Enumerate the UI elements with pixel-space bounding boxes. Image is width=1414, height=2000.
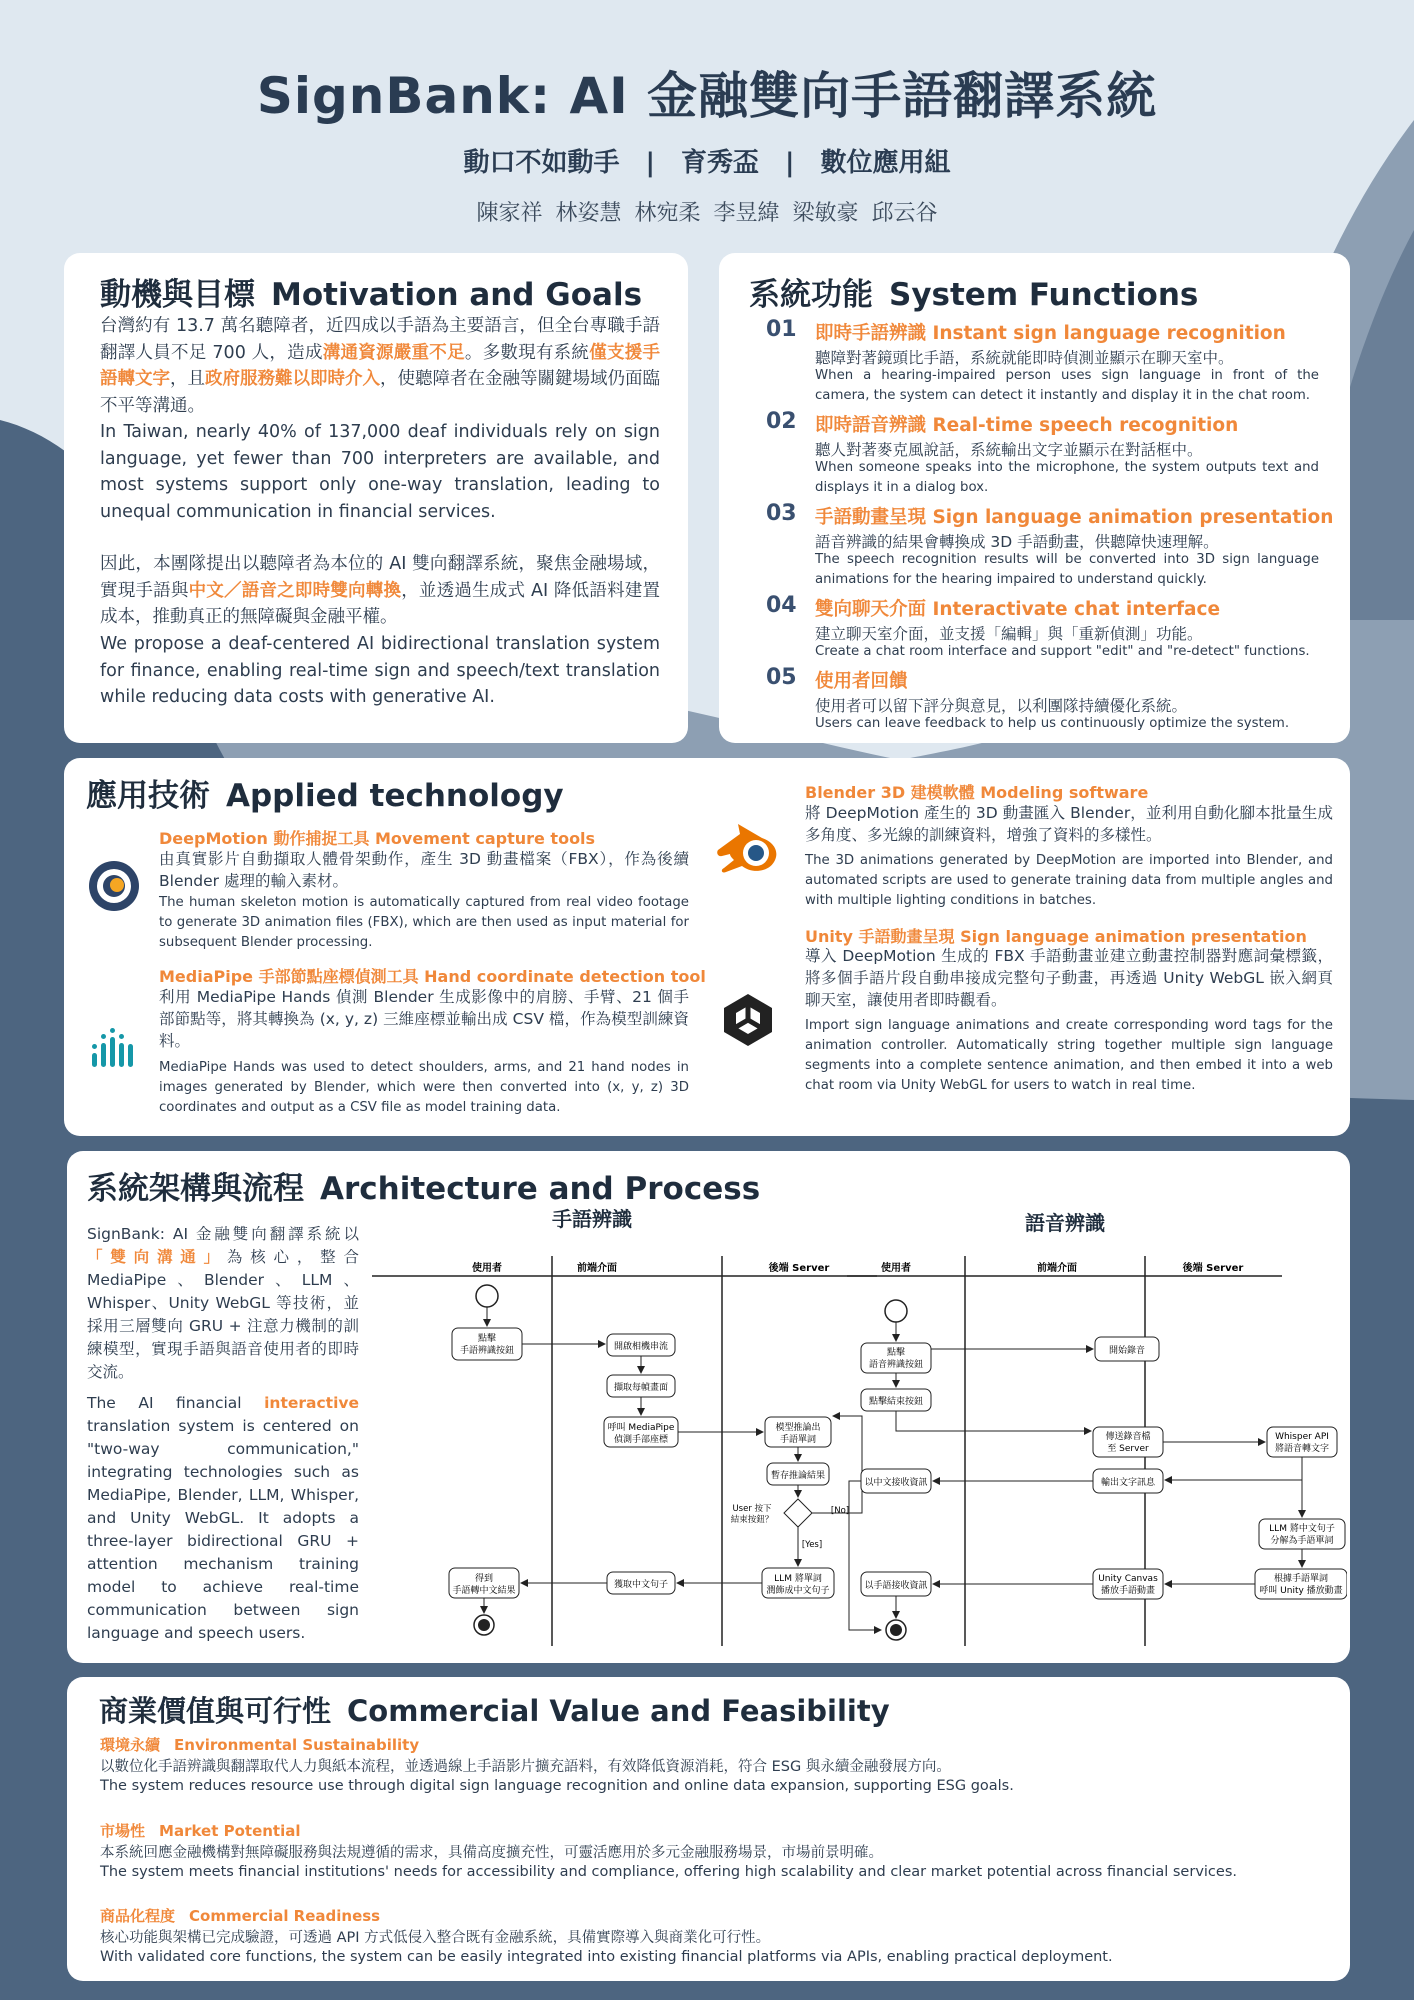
highlight: 中文／語音之即時雙向轉換 (188, 580, 402, 601)
highlight: 政府服務難以即時介入 (205, 369, 380, 389)
text: 。多數現有系統 (464, 342, 590, 363)
competition-name: 育秀盃 (680, 148, 759, 178)
tech-desc-zh: 將 DeepMotion 產生的 3D 動畫匯入 Blender，並利用自動化腳本批量生成多角度、多光線的訓練資料，增強了資料的多樣性。 (805, 804, 1333, 844)
unity-logo-icon (718, 990, 778, 1050)
node-label: 以中文接收資訊 (864, 1478, 928, 1488)
node-label: 點擊 (477, 1334, 497, 1344)
motivation-heading (100, 269, 642, 314)
node-label: 根據手語單詞 (1273, 1574, 1329, 1584)
heading-zh: 商業價值與可行性 (99, 1694, 332, 1728)
tech-desc-zh: 利用 MediaPipe Hands 偵測 Blender 生成影像中的肩膀、手臂、21 個手部節點等，將其轉換為 (x, y, z) 三維座標並輸出成 CSV 檔，作為模型訓練資料。 (159, 988, 689, 1050)
node-label: LLM 將單詞 (774, 1574, 822, 1584)
tech-desc-en: MediaPipe Hands was used to detect shoulders, arms, and 21 hand nodes in images generated by Blender, which were then converted into (x, y, z) 3D coordinates and output as a CSV file as model training data. (159, 1060, 689, 1115)
lane-user: 使用者 (881, 1263, 911, 1274)
node-label: 點擊 (886, 1348, 906, 1358)
separator: | (785, 148, 795, 178)
lane-user: 使用者 (472, 1263, 502, 1274)
lane-backend: 後端 Server (768, 1263, 830, 1274)
highlight: interactive (264, 1394, 359, 1412)
function-desc-en: Create a chat room interface and support "edit" and "re-detect" functions. (815, 644, 1310, 659)
flow-node (861, 1572, 931, 1596)
flow-node (607, 1334, 675, 1356)
functions-heading (749, 269, 1198, 314)
architecture-text-zh (87, 1223, 359, 1384)
architecture-text-en (87, 1392, 359, 1645)
node-label: 播放手語動畫 (1100, 1586, 1156, 1596)
mediapipe-logo-icon (90, 1026, 134, 1070)
tech-title: Unity 手語動畫呈現 Sign language animation presentation (805, 927, 1307, 946)
function-number: 01 (766, 317, 797, 342)
flow-node (449, 1568, 519, 1598)
node-label: 得到 (474, 1574, 494, 1584)
flow-node (607, 1572, 675, 1594)
value-desc-zh: 核心功能與架構已完成驗證，可透過 API 方式低侵入整合既有金融系統，具備實際導入與商業化可行性。 (100, 1930, 771, 1946)
function-title: 使用者回饋 (815, 671, 908, 692)
speech-flow-diagram (847, 1231, 1347, 1651)
flow-node (762, 1568, 834, 1598)
function-desc-zh: 使用者可以留下評分與意見，以利團隊持續優化系統。 (815, 697, 1188, 715)
function-title: 即時手語辨識 Instant sign language recognition (815, 323, 1286, 344)
motivation-p3 (100, 551, 660, 631)
no-label: [No] (830, 1506, 850, 1516)
flow-node (604, 1417, 678, 1447)
heading-zh: 應用技術 (86, 778, 210, 814)
deepmotion-logo-icon (86, 858, 142, 914)
tech-desc-en: The 3D animations generated by DeepMotion are imported into Blender, and automated scripts are used to generate training data from multiple angles and with multiple lighting conditions in batches. (805, 853, 1333, 908)
highlight: 「雙向溝通」 (87, 1248, 227, 1266)
value-title (100, 1734, 419, 1755)
text: ，並透過生成式 AI 降低語料建置成本，推動真正的無障礙與金融平權。 (100, 580, 661, 627)
technology-heading (86, 770, 564, 815)
motivation-card (64, 253, 688, 743)
function-desc-en: When a hearing-impaired person uses sign language in front of the camera, the system can detect it instantly and display it in the chat room. (815, 368, 1319, 403)
architecture-heading (87, 1163, 760, 1208)
motivation-p4: We propose a deaf-centered AI bidirectional translation system for finance, enabling real-time sign and speech/text translation while reducing data costs with generative AI. (100, 634, 660, 707)
node-label: LLM 將中文句子 (1269, 1524, 1335, 1534)
function-number: 03 (766, 501, 797, 526)
node-label: 暫存推論結果 (770, 1471, 826, 1481)
flow-node (765, 1417, 831, 1447)
commercial-card (67, 1677, 1350, 1981)
function-number: 02 (766, 409, 797, 434)
node-label: 手語單詞 (779, 1435, 817, 1445)
value-desc-zh: 以數位化手語辨識與翻譯取代人力與紙本流程，並透過線上手語影片擴充語料，有效降低資源消耗，符合 ESG 與永續金融發展方向。 (100, 1759, 951, 1775)
text: 為核心，整合 MediaPipe、Blender、LLM、Whisper、Unity WebGL 等技術，並採用三層雙向 GRU + 注意力機制的訓練模型，實現手語與語音使用者的即時交流。 (87, 1248, 359, 1381)
category-name: 數位應用組 (820, 148, 951, 178)
value-title-zh: 市場性 (100, 1822, 146, 1840)
architecture-card (67, 1151, 1350, 1663)
text: 因此，本團隊提出以聽障者為本位的 AI 雙向翻譯系統，聚焦金融場域，實現手語與 (100, 554, 660, 601)
flow-node (1095, 1337, 1159, 1361)
node-label: Whisper API (1275, 1432, 1329, 1442)
heading-zh: 動機與目標 (100, 277, 255, 313)
node-label: 語音辨識按鈕 (868, 1360, 924, 1370)
highlight: 溝通資源嚴重不足 (322, 342, 465, 363)
team-name: 動口不如動手 (463, 148, 620, 178)
node-label: 潤飾成中文句子 (766, 1586, 830, 1596)
decision-node (731, 1499, 849, 1550)
heading-en: Commercial Value and Feasibility (347, 1694, 890, 1728)
node-label: 偵測手部座標 (613, 1435, 669, 1445)
motivation-p2: In Taiwan, nearly 40% of 137,000 deaf individuals rely on sign language, yet fewer than 700 interpreters are available, and most systems support only one-way translation, leading to unequal communication in financial services. (100, 422, 660, 522)
tech-desc-zh: 由真實影片自動擷取人體骨架動作，產生 3D 動畫檔案（FBX），作為後續 Blender 處理的輸入素材。 (159, 850, 689, 890)
function-desc-zh: 建立聊天室介面，並支援「編輯」與「重新偵測」功能。 (815, 625, 1203, 643)
end-node-dot (890, 1624, 902, 1636)
text: ，且 (170, 369, 205, 389)
value-desc-en: With validated core functions, the system can be easily integrated into existing financial platforms via APIs, enabling practical deployment. (100, 1949, 1113, 1965)
motivation-p1 (100, 313, 660, 419)
value-title (100, 1905, 380, 1926)
node-label: 呼叫 Unity 播放動畫 (1259, 1586, 1343, 1596)
tech-title: Blender 3D 建模軟體 Modeling software (805, 783, 1149, 802)
flow-node (861, 1343, 931, 1373)
flow-node (607, 1375, 675, 1397)
flow-node (1267, 1427, 1337, 1457)
function-title: 雙向聊天介面 Interactivate chat interface (815, 599, 1220, 620)
node-label: 以手語接收資訊 (864, 1581, 928, 1591)
poster-title: SignBank: AI 金融雙向手語翻譯系統 (256, 67, 1158, 125)
start-node (476, 1285, 498, 1307)
authors: 陳家祥 林姿慧 林宛柔 李昱緯 梁敏豪 邱云谷 (476, 201, 938, 226)
function-desc-zh: 語音辨識的結果會轉換成 3D 手語動畫，供聽障快速理解。 (815, 533, 1219, 551)
node-label: 將語音轉文字 (1274, 1444, 1330, 1454)
value-title-en: Commercial Readiness (189, 1907, 381, 1925)
flow-node (1093, 1469, 1163, 1493)
value-title-en: Market Potential (159, 1822, 301, 1840)
node-label: 分解為手語單詞 (1270, 1536, 1334, 1546)
tech-desc-en: Import sign language animations and create corresponding word tags for the animation controller. Automatically string together multiple sign language segments into a complete sentence animation, and then embed it into a web chat room via Unity WebGL for users to watch in real time. (805, 1018, 1333, 1093)
decision-label: 結束按鈕？ (730, 1515, 774, 1525)
function-desc-zh: 聽人對著麥克風說話，系統輸出文字並顯示在對話框中。 (815, 441, 1203, 459)
flow-node (861, 1389, 931, 1411)
function-title: 手語動畫呈現 Sign language animation presentation (815, 507, 1334, 528)
value-title-en: Environmental Sustainability (174, 1736, 420, 1754)
text: translation system is centered on "two-way communication," integrating technologies such as MediaPipe, Blender, LLM, Whisper, and Unity WebGL. It adopts a three-layer bidirectional GRU + attention mechanism training model to achieve real-time communication between sign language and speech users. (87, 1417, 359, 1642)
heading-zh: 系統功能 (749, 277, 873, 313)
tech-title: DeepMotion 動作捕捉工具 Movement capture tools (159, 829, 596, 848)
node-label: 手語辨識按鈕 (459, 1346, 515, 1356)
function-number: 04 (766, 593, 797, 618)
function-number: 05 (766, 665, 797, 690)
function-desc-en: When someone speaks into the microphone, the system outputs text and displays it in a dialog box. (815, 460, 1319, 495)
separator: | (645, 148, 655, 178)
heading-zh: 系統架構與流程 (87, 1171, 304, 1207)
node-label: 獲取中文句子 (613, 1580, 669, 1590)
technology-card (64, 758, 1350, 1136)
node-label: Unity Canvas (1098, 1574, 1158, 1584)
function-desc-en: The speech recognition results will be converted into 3D sign language animations for the hearing impaired to understand quickly. (815, 552, 1319, 587)
decision-label: User 按下 (732, 1504, 772, 1514)
node-label: 擷取每幀畫面 (613, 1383, 669, 1393)
lane-frontend: 前端介面 (1037, 1263, 1077, 1274)
node-label: 傳送錄音檔 (1105, 1432, 1151, 1442)
heading-en: Applied technology (226, 778, 564, 814)
end-node-dot (478, 1619, 490, 1631)
text: ，使聽障者在金融等關鍵場域仍面臨不平等溝通。 (100, 369, 660, 416)
function-title: 即時語音辨識 Real-time speech recognition (815, 415, 1239, 436)
value-title-zh: 商品化程度 (100, 1907, 176, 1925)
tech-desc-zh: 導入 DeepMotion 生成的 FBX 手語動畫並建立動畫控制器對應詞彙標籤，將多個手語片段自動串接成完整句子動畫，再透過 Unity WebGL 嵌入網頁聊天室，讓使用者即時觀看。 (805, 947, 1333, 1009)
flow-node (1255, 1569, 1347, 1599)
functions-card (719, 253, 1350, 743)
sign-flow-diagram (372, 1231, 892, 1651)
node-label: 手語轉中文結果 (452, 1586, 516, 1596)
node-label: 至 Server (1107, 1444, 1149, 1454)
heading-en: Motivation and Goals (271, 277, 643, 313)
blender-logo-icon (716, 820, 782, 876)
flow-node (861, 1469, 931, 1493)
tech-desc-en: The human skeleton motion is automatically captured from real video footage to generate 3D animation files (FBX), which are then used as input material for subsequent Blender processing. (159, 895, 689, 950)
node-label: 開啟相機串流 (613, 1342, 669, 1352)
lane-backend: 後端 Server (1182, 1263, 1244, 1274)
value-desc-zh: 本系統回應金融機構對無障礙服務與法規遵循的需求，具備高度擴充性，可靈活應用於多元金融服務場景，市場前景明確。 (100, 1845, 883, 1861)
heading-en: Architecture and Process (320, 1171, 761, 1207)
lane-frontend: 前端介面 (577, 1263, 617, 1274)
speech-flow-title: 語音辨識 (1025, 1211, 1105, 1235)
node-label: 輸出文字訊息 (1100, 1478, 1156, 1488)
function-desc-en: Users can leave feedback to help us continuously optimize the system. (815, 716, 1290, 731)
value-desc-en: The system reduces resource use through digital sign language recognition and online data expansion, supporting ESG goals. (100, 1778, 1014, 1794)
start-node (885, 1300, 907, 1322)
function-desc-zh: 聽障對著鏡頭比手語，系統就能即時偵測並顯示在聊天室中。 (815, 349, 1234, 367)
flow-node (767, 1463, 829, 1485)
flow-node (1093, 1427, 1163, 1457)
sign-flow-title: 手語辨識 (552, 1207, 632, 1231)
text: SignBank: AI 金融雙向翻譯系統以 (87, 1225, 359, 1243)
flow-node (1093, 1569, 1163, 1599)
node-label: 模型推論出 (775, 1423, 821, 1433)
node-label: 呼叫 MediaPipe (607, 1423, 675, 1433)
text: The AI financial (87, 1394, 265, 1412)
yes-label: [Yes] (801, 1540, 823, 1550)
tech-title: MediaPipe 手部節點座標偵測工具 Hand coordinate detection tool (159, 967, 706, 986)
commercial-heading (99, 1689, 890, 1730)
flow-node (452, 1328, 522, 1360)
value-title (100, 1820, 301, 1841)
highlight: 僅支援手語轉文字 (100, 342, 660, 389)
value-title-zh: 環境永續 (100, 1736, 161, 1754)
poster-subtitle (0, 142, 1414, 179)
node-label: 開始錄音 (1108, 1346, 1146, 1356)
value-desc-en: The system meets financial institutions' needs for accessibility and compliance, offering high scalability and clear market potential across financial services. (100, 1864, 1237, 1880)
heading-en: System Functions (889, 277, 1199, 313)
node-label: 點擊結束按鈕 (868, 1397, 924, 1407)
flow-node (1259, 1519, 1345, 1549)
text: 台灣約有 13.7 萬名聽障者，近四成以手語為主要語言，但全台專職手語翻譯人員不足 700 人，造成 (100, 316, 660, 363)
